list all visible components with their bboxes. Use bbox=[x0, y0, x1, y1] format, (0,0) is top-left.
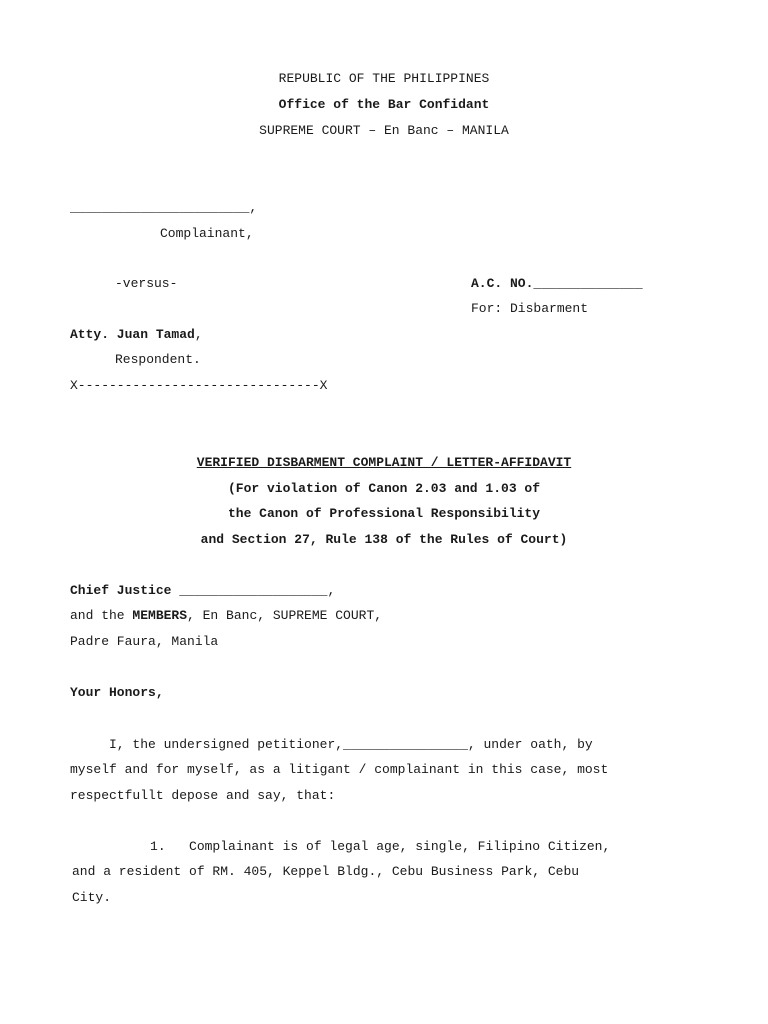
document-title: VERIFIED DISBARMENT COMPLAINT / LETTER-AFFIDAVIT bbox=[196, 455, 572, 470]
caption-separator: X-------------------------------X bbox=[70, 378, 328, 393]
for-disbarment: For: Disbarment bbox=[471, 301, 589, 316]
respondent-name: Atty. Juan Tamad bbox=[70, 327, 195, 342]
header-office: Office of the Bar Confidant bbox=[278, 97, 490, 112]
title-sub-2: the Canon of Professional Responsibility bbox=[227, 506, 541, 521]
item-1-line-3: City. bbox=[72, 890, 112, 905]
title-sub-1: (For violation of Canon 2.03 and 1.03 of bbox=[227, 481, 541, 496]
members-word: MEMBERS bbox=[132, 608, 188, 623]
ac-number-line bbox=[471, 276, 643, 292]
respondent-line bbox=[70, 327, 203, 343]
paragraph-1-line-3: respectfullt depose and say, that: bbox=[70, 788, 336, 803]
complainant-label: Complainant, bbox=[160, 226, 254, 241]
salutation: Your Honors, bbox=[70, 685, 164, 700]
versus-label: -versus- bbox=[115, 276, 178, 291]
address-line: Padre Faura, Manila bbox=[70, 634, 219, 649]
complainant-blank: _______________________, bbox=[70, 200, 258, 215]
paragraph-1-line-2: myself and for myself, as a litigant / complainant in this case, most bbox=[70, 762, 609, 777]
header-republic: REPUBLIC OF THE PHILIPPINES bbox=[278, 71, 490, 86]
chief-justice-line bbox=[70, 583, 335, 599]
ac-number-label: A.C. NO. bbox=[471, 276, 534, 291]
chief-justice-label: Chief Justice bbox=[70, 583, 172, 598]
members-suffix: , En Banc, SUPREME COURT, bbox=[187, 608, 383, 623]
members-prefix: and the bbox=[70, 608, 133, 623]
respondent-label: Respondent. bbox=[115, 352, 201, 367]
chief-justice-blank: ___________________, bbox=[171, 583, 336, 598]
item-1-line-2: and a resident of RM. 405, Keppel Bldg., Cebu Business Park, Cebu bbox=[72, 864, 580, 879]
item-1-line-1: 1. Complainant is of legal age, single, Filipino Citizen, bbox=[72, 839, 611, 854]
respondent-comma: , bbox=[194, 327, 203, 342]
members-line bbox=[70, 608, 382, 624]
title-sub-3: and Section 27, Rule 138 of the Rules of Court) bbox=[200, 532, 568, 547]
paragraph-1-line-1: I, the undersigned petitioner,________________, under oath, by bbox=[70, 737, 593, 752]
header-court: SUPREME COURT – En Banc – MANILA bbox=[259, 123, 509, 138]
ac-number-blank: ______________ bbox=[533, 276, 643, 291]
